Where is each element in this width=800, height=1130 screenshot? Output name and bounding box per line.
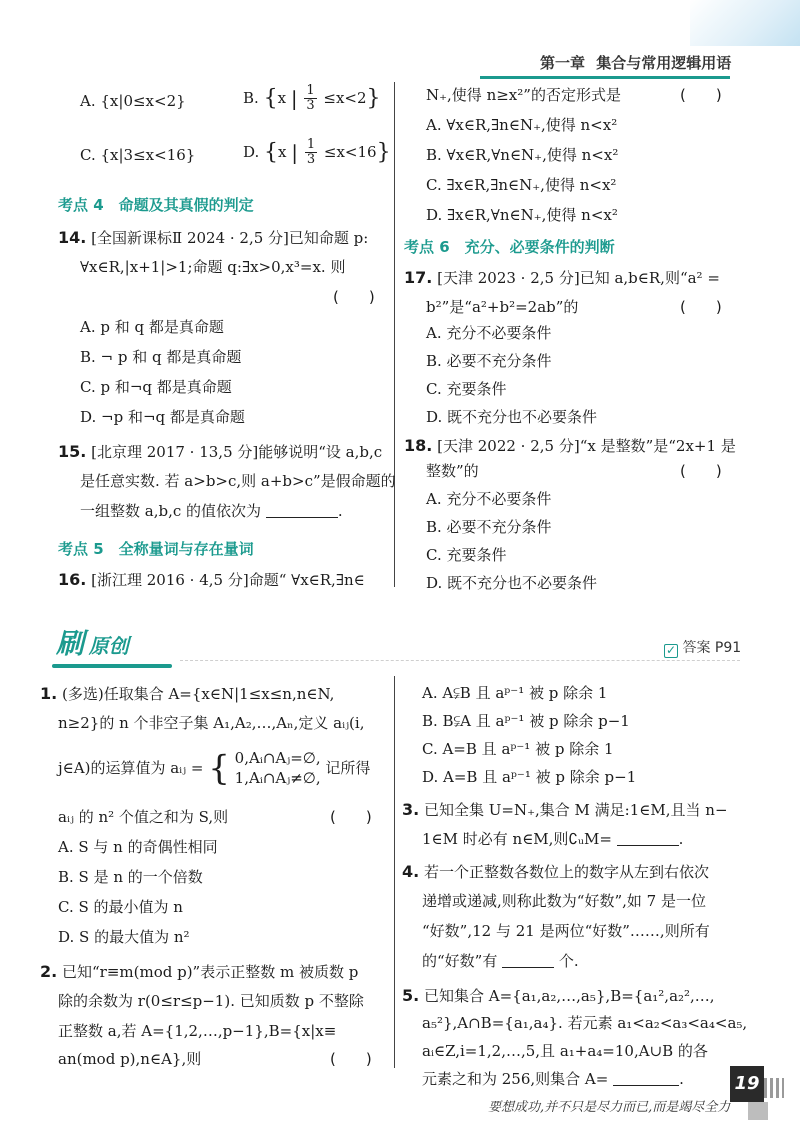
question-17-option-b: B. 必要不充分条件: [426, 352, 552, 370]
answer-page-label: 答案 P91: [682, 640, 742, 656]
question-16-line-2: N₊,使得 n≥x²”的否定形式是: [426, 86, 621, 104]
section-title: [56, 626, 129, 661]
question-16-option-a: A. ∀x∈R,∃n∈N₊,使得 n<x²: [426, 116, 618, 134]
question-17-answer-paren[interactable]: ( ): [680, 298, 722, 316]
section-divider-dotted: [180, 660, 740, 661]
problem-1-line-2: n≥2}的 n 个非空子集 A₁,A₂,…,Aₙ,定义 aᵢⱼ(i,: [58, 714, 365, 732]
question-14-line-2: ∀x∈R,|x+1|>1;命题 q:∃x>0,x³=x. 则: [80, 258, 346, 276]
answer-blank[interactable]: [266, 504, 338, 518]
question-14-option-c: C. p 和¬q 都是真命题: [80, 378, 232, 396]
footer-motto: 要想成功,并不只是尽力而已,而是竭尽全力: [488, 1100, 731, 1115]
answer-blank[interactable]: [502, 954, 554, 968]
option-a: [80, 92, 186, 111]
check-icon: ✓: [665, 643, 677, 657]
question-number: 16.: [58, 570, 87, 589]
problem-4-line-2: 递增或递减,则称此数为“好数”,如 7 是一位: [422, 892, 706, 910]
question-text: [全国新课标Ⅱ 2024 · 2,5 分]已知命题 p:: [91, 229, 369, 247]
question-text: [浙江理 2016 · 4,5 分]命题“ ∀x∈R,∃n∈: [91, 571, 365, 589]
question-15: [58, 442, 382, 462]
option-text: {x|3≤x<16}: [100, 146, 196, 164]
problem-2-option-a: A. A⫋B 且 aᵖ⁻¹ 被 p 除余 1: [422, 684, 608, 702]
problem-4-line-4: [422, 952, 579, 971]
option-text: {x|0≤x<2}: [100, 92, 186, 110]
header-corner-decoration: [690, 0, 800, 46]
question-16-answer-paren[interactable]: ( ): [680, 86, 722, 104]
question-17-line-2: b²”是“a²+b²=2ab”的: [426, 298, 579, 316]
section-title-small: 原创: [88, 634, 129, 658]
chapter-title: 集合与常用逻辑用语: [596, 54, 732, 72]
question-number: 2.: [40, 962, 58, 981]
problem-1-line-3: [58, 748, 370, 789]
question-text: j∈A)的运算值为 aᵢⱼ =: [58, 758, 204, 777]
problem-2-option-b: B. B⫋A 且 aᵖ⁻¹ 被 p 除余 p−1: [422, 712, 630, 730]
question-17-option-a: A. 充分不必要条件: [426, 324, 552, 342]
fraction: $\frac{1}{3}$: [306, 137, 316, 168]
question-16: [58, 570, 365, 590]
section-title-underline: [52, 664, 172, 668]
answer-reference[interactable]: [664, 640, 741, 658]
question-text: [天津 2023 · 2,5 分]已知 a,b∈R,则“a² =: [437, 269, 720, 287]
problem-1-option-d: D. S 的最大值为 n²: [58, 928, 190, 946]
question-text: 的“好数”有: [422, 952, 498, 970]
question-text: (多选)任取集合 A={x∈N|1≤x≤n,n∈N,: [62, 685, 335, 703]
answer-blank[interactable]: [617, 832, 679, 846]
page-corner-decoration: [764, 1078, 784, 1098]
option-label: C.: [80, 146, 96, 164]
question-text: [北京理 2017 · 13,5 分]能够说明“设 a,b,c: [91, 443, 383, 461]
column-divider-top: [394, 82, 395, 587]
problem-2-line-4: an(mod p),n∈A},则: [58, 1050, 202, 1068]
question-text: 若一个正整数各数位上的数字从左到右依次: [424, 863, 710, 881]
question-text: [天津 2022 · 2,5 分]“x 是整数”是“2x+1 是: [437, 437, 736, 455]
period: .: [679, 1070, 684, 1088]
option-b: B. {x | $\frac{1}{3}$ ≤x<2}: [243, 83, 381, 114]
page-number: 19: [734, 1073, 760, 1094]
question-18-option-b: B. 必要不充分条件: [426, 518, 552, 536]
question-18: [404, 436, 736, 456]
chapter-number: 第一章: [540, 54, 586, 72]
question-number: 3.: [402, 800, 420, 819]
problem-4-line-3: “好数”,12 与 21 是两位“好数”……,则所有: [422, 922, 710, 940]
question-text: 1∈M 时必有 n∈M,则∁ᵤM=: [422, 830, 612, 848]
column-divider-bottom: [394, 676, 395, 1068]
question-text: 已知“r≡m(mod p)”表示正整数 m 被质数 p: [62, 963, 359, 981]
question-number: 1.: [40, 684, 58, 703]
topic-6-heading: 考点 6 充分、必要条件的判断: [404, 238, 615, 256]
question-number: 17.: [404, 268, 433, 287]
page-number-box: [730, 1066, 764, 1102]
question-text: 记所得: [325, 758, 371, 777]
option-label: D.: [243, 142, 260, 161]
problem-1: [40, 684, 334, 704]
problem-3-line-2: [422, 830, 683, 849]
problem-2: [40, 962, 358, 982]
question-text: 个.: [558, 952, 579, 970]
question-14: [58, 228, 368, 248]
question-text: 已知全集 U=N₊,集合 M 满足:1∈M,且当 n−: [424, 801, 728, 819]
problem-1-answer-paren[interactable]: ( ): [330, 808, 372, 826]
problem-5-line-4: [422, 1070, 684, 1089]
question-15-line-3: [80, 502, 343, 521]
question-number: 14.: [58, 228, 87, 247]
problem-2-line-2: 除的余数为 r(0≤r≤p−1). 已知质数 p 不整除: [58, 992, 364, 1010]
piecewise-cases: [235, 748, 321, 789]
question-14-option-d: D. ¬p 和¬q 都是真命题: [80, 408, 245, 426]
question-17-option-d: D. 既不充分也不必要条件: [426, 408, 598, 426]
problem-2-option-c: C. A=B 且 aᵖ⁻¹ 被 p 除余 1: [422, 740, 614, 758]
question-18-answer-paren[interactable]: ( ): [680, 462, 722, 480]
problem-4: [402, 862, 709, 882]
option-d: D. {x | $\frac{1}{3}$ ≤x<16}: [243, 137, 391, 168]
problem-1-option-c: C. S 的最小值为 n: [58, 898, 183, 916]
question-number: 15.: [58, 442, 87, 461]
problem-2-answer-paren[interactable]: ( ): [330, 1050, 372, 1068]
chapter-label: [540, 54, 731, 73]
case-1: 0,Aᵢ∩Aⱼ=∅,: [234, 749, 321, 767]
problem-2-line-3: 正整数 a,若 A={1,2,…,p−1},B={x|x≡: [58, 1022, 337, 1040]
question-14-answer-paren[interactable]: ( ): [333, 288, 375, 306]
page-corner-decoration-2: [748, 1102, 768, 1120]
option-label: A.: [80, 92, 96, 110]
problem-2-option-d: D. A=B 且 aᵖ⁻¹ 被 p 除余 p−1: [422, 768, 637, 786]
question-18-option-a: A. 充分不必要条件: [426, 490, 552, 508]
option-label: B.: [243, 88, 259, 107]
problem-5-line-2: a₅²},A∩B={a₁,a₄}. 若元素 a₁<a₂<a₃<a₄<a₅,: [422, 1014, 748, 1032]
problem-5: [402, 986, 715, 1006]
answer-blank[interactable]: [613, 1072, 679, 1086]
header-rule: [480, 76, 730, 79]
topic-4-heading: 考点 4 命题及其真假的判定: [58, 196, 254, 214]
question-number: 4.: [402, 862, 420, 881]
problem-5-line-3: aᵢ∈Z,i=1,2,…,5,且 a₁+a₄=10,A∪B 的各: [422, 1042, 708, 1060]
question-18-option-c: C. 充要条件: [426, 546, 507, 564]
problem-1-option-a: A. S 与 n 的奇偶性相同: [58, 838, 218, 856]
question-text: 已知集合 A={a₁,a₂,…,a₅},B={a₁²,a₂²,…,: [424, 987, 715, 1005]
question-17: [404, 268, 720, 288]
period: .: [337, 502, 343, 520]
question-16-option-d: D. ∃x∈R,∀n∈N₊,使得 n<x²: [426, 206, 618, 224]
question-18-option-d: D. 既不充分也不必要条件: [426, 574, 598, 592]
case-2: 1,Aᵢ∩Aⱼ≠∅,: [234, 769, 321, 788]
option-text: ≤x<16: [323, 142, 377, 161]
period: .: [678, 830, 684, 848]
question-number: 5.: [402, 986, 420, 1005]
topic-5-heading: 考点 5 全称量词与存在量词: [58, 540, 254, 558]
question-14-option-a: A. p 和 q 都是真命题: [80, 318, 224, 336]
question-14-option-b: B. ¬ p 和 q 都是真命题: [80, 348, 242, 366]
question-text: 元素之和为 256,则集合 A=: [422, 1070, 609, 1088]
question-15-line-2: 是任意实数. 若 a>b>c,则 a+b>c”是假命题的: [80, 472, 396, 490]
question-17-option-c: C. 充要条件: [426, 380, 507, 398]
question-16-option-b: B. ∀x∈R,∀n∈N₊,使得 n<x²: [426, 146, 619, 164]
question-number: 18.: [404, 436, 433, 455]
question-text: 一组整数 a,b,c 的值依次为: [80, 502, 262, 520]
problem-1-option-b: B. S 是 n 的一个倍数: [58, 868, 203, 886]
option-text: ≤x<2: [323, 88, 367, 107]
question-18-line-2: 整数”的: [426, 462, 479, 480]
brace: {: [208, 748, 230, 789]
option-c: [80, 146, 195, 165]
section-title-big: 刷: [56, 627, 85, 660]
question-16-option-c: C. ∃x∈R,∃n∈N₊,使得 n<x²: [426, 176, 617, 194]
fraction: $\frac{1}{3}$: [306, 83, 315, 114]
problem-3: [402, 800, 728, 820]
problem-1-line-4: aᵢⱼ 的 n² 个值之和为 S,则: [58, 808, 229, 826]
